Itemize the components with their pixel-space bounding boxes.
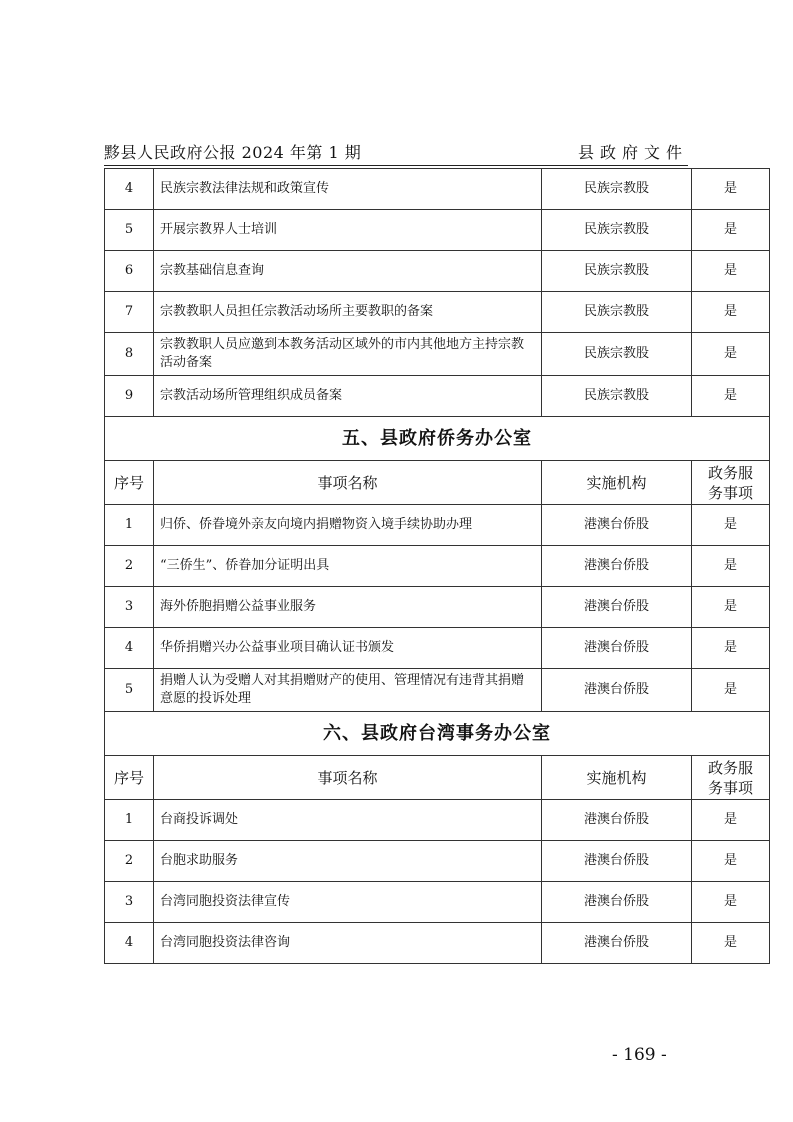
matters-table-body — [105, 169, 770, 964]
implementing-agency-cell: 港澳台侨股 — [542, 923, 692, 964]
serial-number-cell: 4 — [105, 923, 154, 964]
implementing-agency-cell: 民族宗教股 — [542, 210, 692, 251]
column-header-no: 序号 — [105, 756, 154, 800]
implementing-agency-cell: 港澳台侨股 — [542, 669, 692, 712]
service-flag-cell: 是 — [692, 882, 770, 923]
service-flag-cell: 是 — [692, 841, 770, 882]
matter-name-cell: 宗教活动场所管理组织成员备案 — [154, 376, 542, 417]
service-flag-cell: 是 — [692, 333, 770, 376]
serial-number-cell: 2 — [105, 841, 154, 882]
table-row — [105, 546, 770, 587]
serial-number-cell: 9 — [105, 376, 154, 417]
table-row — [105, 800, 770, 841]
implementing-agency-cell: 民族宗教股 — [542, 376, 692, 417]
implementing-agency-cell: 港澳台侨股 — [542, 505, 692, 546]
matter-name-cell: 开展宗教界人士培训 — [154, 210, 542, 251]
service-flag-cell: 是 — [692, 292, 770, 333]
matter-name-cell: 宗教教职人员担任宗教活动场所主要教职的备案 — [154, 292, 542, 333]
section-title: 五、县政府侨务办公室 — [105, 417, 770, 461]
matter-name-cell: 台胞求助服务 — [154, 841, 542, 882]
column-header-row — [105, 461, 770, 505]
matter-name-cell: 归侨、侨眷境外亲友向境内捐赠物资入境手续协助办理 — [154, 505, 542, 546]
service-flag-cell: 是 — [692, 376, 770, 417]
matter-name-cell: 华侨捐赠兴办公益事业项目确认证书颁发 — [154, 628, 542, 669]
implementing-agency-cell: 港澳台侨股 — [542, 628, 692, 669]
serial-number-cell: 1 — [105, 800, 154, 841]
service-flag-cell: 是 — [692, 210, 770, 251]
page-header — [104, 140, 688, 166]
service-flag-cell: 是 — [692, 546, 770, 587]
table-row — [105, 923, 770, 964]
serial-number-cell: 3 — [105, 882, 154, 923]
serial-number-cell: 2 — [105, 546, 154, 587]
matter-name-cell: 宗教基础信息查询 — [154, 251, 542, 292]
bulletin-title: 黟县人民政府公报 2024 年第 1 期 — [104, 143, 362, 162]
matter-name-cell: 海外侨胞捐赠公益事业服务 — [154, 587, 542, 628]
table-row — [105, 587, 770, 628]
implementing-agency-cell: 港澳台侨股 — [542, 882, 692, 923]
matter-name-cell: “三侨生”、侨眷加分证明出具 — [154, 546, 542, 587]
service-flag-cell: 是 — [692, 923, 770, 964]
table-row — [105, 292, 770, 333]
service-flag-cell: 是 — [692, 800, 770, 841]
section-title-row — [105, 712, 770, 756]
service-flag-cell: 是 — [692, 169, 770, 210]
table-row — [105, 169, 770, 210]
column-header-name: 事项名称 — [154, 461, 542, 505]
table-row — [105, 841, 770, 882]
matter-name-cell: 捐赠人认为受赠人对其捐赠财产的使用、管理情况有违背其捐赠意愿的投诉处理 — [154, 669, 542, 712]
table-row — [105, 505, 770, 546]
implementing-agency-cell: 港澳台侨股 — [542, 800, 692, 841]
service-flag-cell: 是 — [692, 669, 770, 712]
implementing-agency-cell: 民族宗教股 — [542, 251, 692, 292]
serial-number-cell: 1 — [105, 505, 154, 546]
column-header-svc: 政务服务事项 — [692, 756, 770, 800]
matters-table — [104, 168, 770, 964]
page-number: - 169 - — [612, 1045, 667, 1065]
column-header-svc: 政务服务事项 — [692, 461, 770, 505]
serial-number-cell: 4 — [105, 169, 154, 210]
serial-number-cell: 7 — [105, 292, 154, 333]
table-row — [105, 628, 770, 669]
section-title: 六、县政府台湾事务办公室 — [105, 712, 770, 756]
table-row — [105, 333, 770, 376]
column-header-row — [105, 756, 770, 800]
service-flag-cell: 是 — [692, 628, 770, 669]
matter-name-cell: 台商投诉调处 — [154, 800, 542, 841]
table-row — [105, 669, 770, 712]
serial-number-cell: 5 — [105, 669, 154, 712]
section-title-row — [105, 417, 770, 461]
matter-name-cell: 民族宗教法律法规和政策宣传 — [154, 169, 542, 210]
implementing-agency-cell: 民族宗教股 — [542, 333, 692, 376]
matter-name-cell: 台湾同胞投资法律咨询 — [154, 923, 542, 964]
service-flag-cell: 是 — [692, 505, 770, 546]
implementing-agency-cell: 民族宗教股 — [542, 169, 692, 210]
implementing-agency-cell: 民族宗教股 — [542, 292, 692, 333]
section-label: 县政府文件 — [577, 143, 688, 162]
serial-number-cell: 4 — [105, 628, 154, 669]
column-header-name: 事项名称 — [154, 756, 542, 800]
table-row — [105, 210, 770, 251]
service-flag-cell: 是 — [692, 587, 770, 628]
column-header-org: 实施机构 — [542, 756, 692, 800]
matter-name-cell: 台湾同胞投资法律宣传 — [154, 882, 542, 923]
column-header-org: 实施机构 — [542, 461, 692, 505]
serial-number-cell: 8 — [105, 333, 154, 376]
implementing-agency-cell: 港澳台侨股 — [542, 587, 692, 628]
header-rule — [104, 165, 688, 166]
table-row — [105, 376, 770, 417]
implementing-agency-cell: 港澳台侨股 — [542, 841, 692, 882]
serial-number-cell: 3 — [105, 587, 154, 628]
service-flag-cell: 是 — [692, 251, 770, 292]
table-row — [105, 882, 770, 923]
table-row — [105, 251, 770, 292]
serial-number-cell: 5 — [105, 210, 154, 251]
matter-name-cell: 宗教教职人员应邀到本教务活动区域外的市内其他地方主持宗教活动备案 — [154, 333, 542, 376]
implementing-agency-cell: 港澳台侨股 — [542, 546, 692, 587]
column-header-no: 序号 — [105, 461, 154, 505]
serial-number-cell: 6 — [105, 251, 154, 292]
